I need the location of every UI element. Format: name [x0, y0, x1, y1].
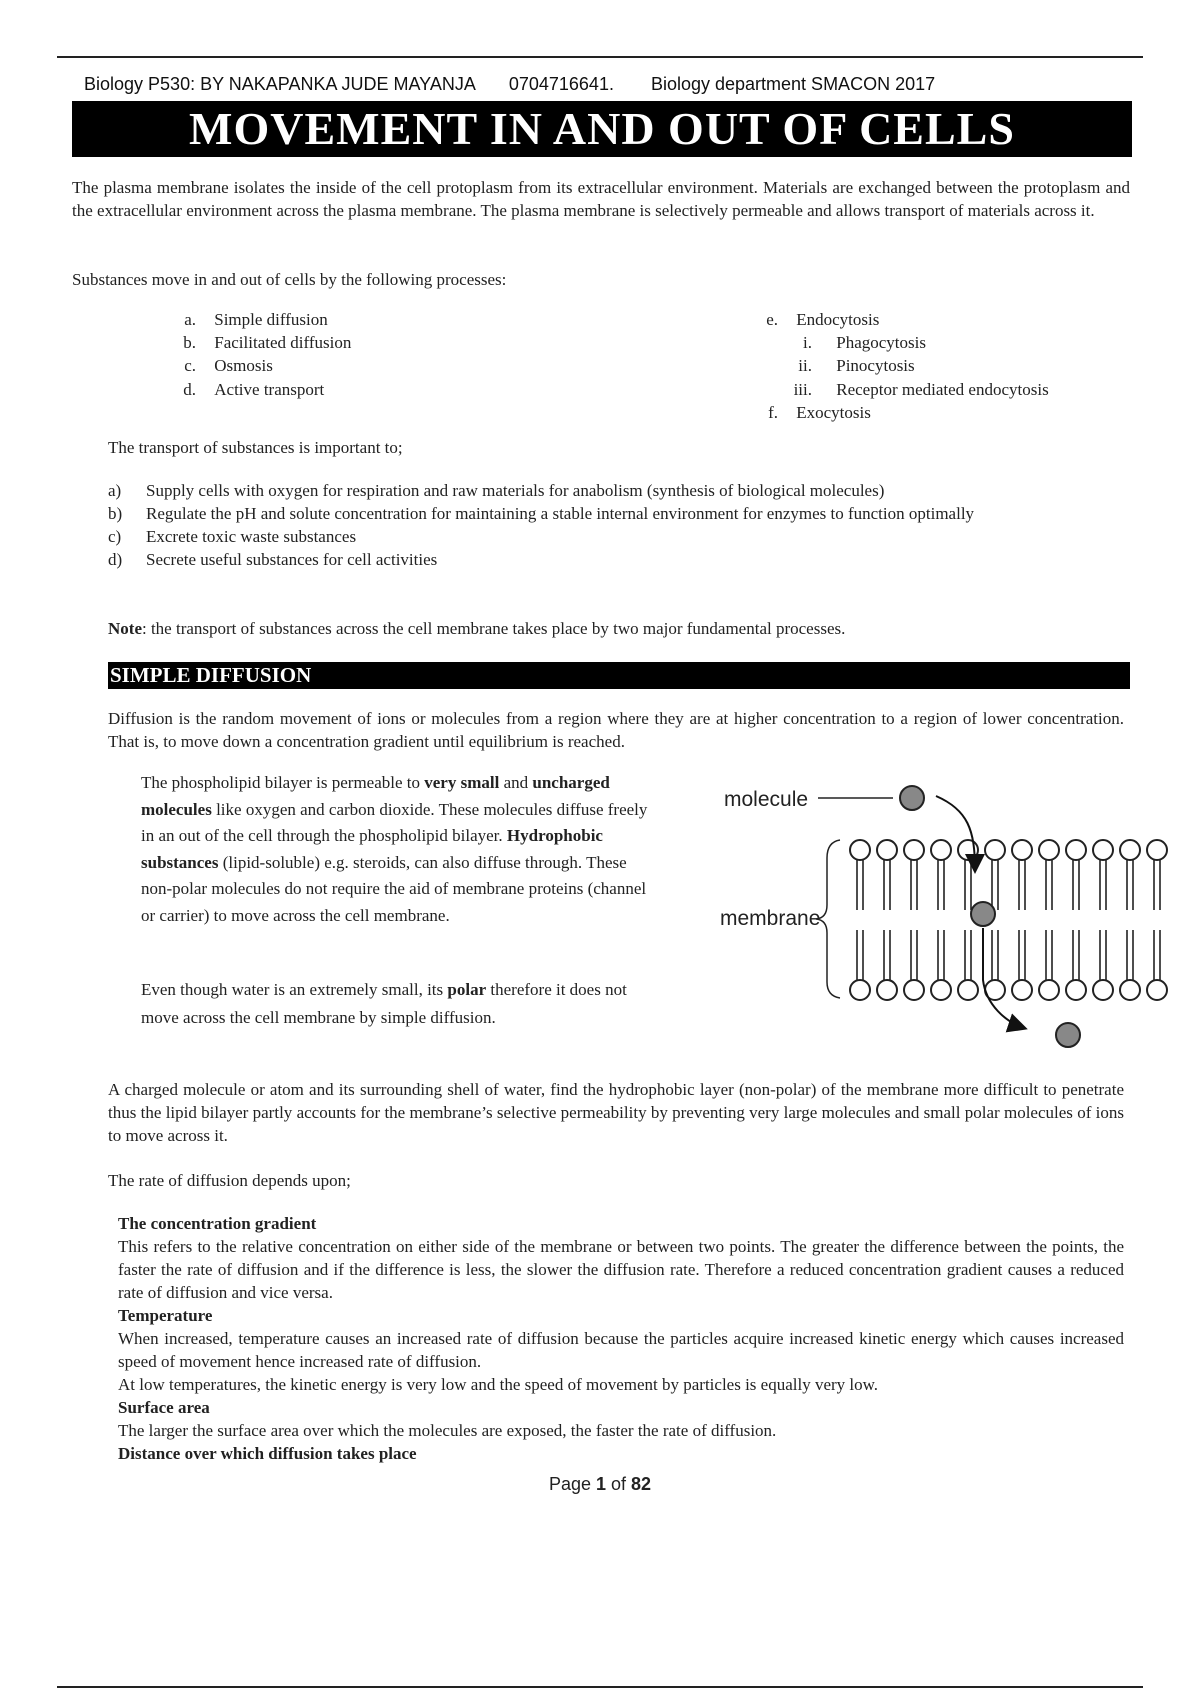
- section-heading: SIMPLE DIFFUSION: [108, 662, 1130, 689]
- factor-text: The larger the surface area over which the molecules are exposed, the faster the rate of diffusion.: [118, 1421, 777, 1440]
- bilayer-paragraph: The phospholipid bilayer is permeable to very small and uncharged molecules like oxygen and carbon dioxide. These molecules diffuse freely in an out of the cell through the phospholipid bilayer. Hydrophobic substances (lipid-soluble) e.g. steroids, can also diffuse through. These non-polar molecules do not require the aid of membrane proteins (channel or carrier) to move across the cell membrane.: [141, 773, 648, 925]
- phospholipid-head: [904, 840, 924, 860]
- list-item: b. Facilitated diffusion: [183, 333, 352, 352]
- running-header: [84, 74, 935, 95]
- note-paragraph: Note: the transport of substances across the cell membrane takes place by two major fundamental processes.: [108, 619, 846, 638]
- molecule-inside: [1056, 1023, 1080, 1047]
- rate-factors: [118, 1212, 1124, 1465]
- phospholipid-head: [904, 980, 924, 1000]
- list-item: c) Excrete toxic waste substances: [108, 527, 357, 546]
- list-item: d. Active transport: [183, 380, 325, 399]
- factor-text: When increased, temperature causes an increased rate of diffusion because the particles acquire increased kinetic energy which causes increased speed of movement hence increased rate of diffusion.: [118, 1329, 1124, 1371]
- phospholipid-head: [1066, 840, 1086, 860]
- phospholipid-head: [931, 980, 951, 1000]
- membrane-diagram: [710, 770, 1180, 1070]
- phospholipid-head: [1120, 840, 1140, 860]
- phospholipid-head: [985, 840, 1005, 860]
- importance-list: [108, 479, 1124, 571]
- phospholipid-head: [1147, 840, 1167, 860]
- phospholipid-head: [1066, 980, 1086, 1000]
- list-item: d) Secrete useful substances for cell activities: [108, 550, 438, 569]
- list-item: a) Supply cells with oxygen for respiration and raw materials for anabolism (synthesis of biological molecules): [108, 481, 885, 500]
- phospholipid-head: [931, 840, 951, 860]
- phospholipid-head: [1039, 980, 1059, 1000]
- note-label: Note: [108, 619, 142, 638]
- phospholipid-head: [958, 980, 978, 1000]
- list-item: iii. Receptor mediated endocytosis: [793, 380, 1049, 399]
- header-phone: 0704716641.: [508, 74, 614, 94]
- top-rule: [57, 56, 1143, 58]
- rate-intro: The rate of diffusion depends upon;: [108, 1171, 351, 1190]
- phospholipid-head: [1012, 840, 1032, 860]
- list-item: c. Osmosis: [184, 356, 273, 375]
- phospholipid-head: [877, 980, 897, 1000]
- page-number: Page 1 of 82: [548, 1474, 652, 1494]
- membrane-label: membrane: [720, 907, 821, 930]
- importance-intro: The transport of substances is important to;: [108, 438, 403, 457]
- molecule-in-membrane: [971, 902, 995, 926]
- molecule-label: molecule: [724, 788, 809, 811]
- phospholipid-head: [1039, 840, 1059, 860]
- list-item: i. Phagocytosis: [803, 333, 926, 352]
- charged-paragraph: A charged molecule or atom and its surrounding shell of water, find the hydrophobic layer (non-polar) of the membrane more difficult to penetrate thus the lipid bilayer partly accounts for the membrane’s selective permeability by preventing very large molecules and small polar molecules of ions to move across it.: [108, 1080, 1124, 1145]
- list-item: b) Regulate the pH and solute concentration for maintaining a stable internal environment for enzymes to function optimally: [108, 504, 975, 523]
- factor-heading: Distance over which diffusion takes place: [118, 1444, 417, 1463]
- phospholipid-head: [1093, 840, 1113, 860]
- factor-text: This refers to the relative concentration on either side of the membrane or between two points. The greater the difference between the points, the faster the rate of diffusion and if the difference is less, the slower the diffusion rate. Therefore a reduced concentration gradient causes a reduced rate of diffusion and vice versa.: [118, 1237, 1124, 1302]
- phospholipid-head: [877, 840, 897, 860]
- water-paragraph: Even though water is an extremely small, its polar therefore it does not move across the cell membrane by simple diffusion.: [141, 980, 627, 1027]
- factor-heading: The concentration gradient: [118, 1214, 317, 1233]
- processes-intro: Substances move in and out of cells by the following processes:: [72, 270, 507, 289]
- phospholipid-head: [850, 840, 870, 860]
- list-item: f. Exocytosis: [768, 403, 871, 422]
- molecule-outside: [900, 786, 924, 810]
- list-item: ii. Pinocytosis: [798, 356, 915, 375]
- phospholipid-head: [1093, 980, 1113, 1000]
- header-author: Biology P530: BY NAKAPANKA JUDE MAYANJA: [84, 74, 476, 94]
- membrane-brace: [816, 840, 840, 998]
- list-item: a. Simple diffusion: [184, 310, 328, 329]
- diffusion-definition: Diffusion is the random movement of ions or molecules from a region where they are at higher concentration to a region of lower concentration. That is, to move down a concentration gradient until equilibrium is reached.: [108, 709, 1124, 751]
- phospholipid-bilayer: [850, 840, 1167, 1000]
- factor-heading: Temperature: [118, 1306, 213, 1325]
- exit-arrow: [983, 928, 1024, 1028]
- phospholipid-head: [1012, 980, 1032, 1000]
- page-title: MOVEMENT IN AND OUT OF CELLS: [72, 101, 1132, 157]
- header-department: Biology department SMACON 2017: [650, 74, 936, 94]
- phospholipid-head: [1147, 980, 1167, 1000]
- bottom-rule: [57, 1686, 1143, 1688]
- phospholipid-head: [1120, 980, 1140, 1000]
- factor-text: At low temperatures, the kinetic energy is very low and the speed of movement by particles is equally very low.: [118, 1375, 879, 1394]
- intro-paragraph: The plasma membrane isolates the inside of the cell protoplasm from its extracellular environment. Materials are exchanged between the protoplasm and the extracellular environment across the plasma membrane. The plasma membrane is selectively permeable and allows transport of materials across it.: [72, 178, 1130, 220]
- phospholipid-head: [850, 980, 870, 1000]
- list-item: e. Endocytosis: [766, 310, 880, 329]
- factor-heading: Surface area: [118, 1398, 210, 1417]
